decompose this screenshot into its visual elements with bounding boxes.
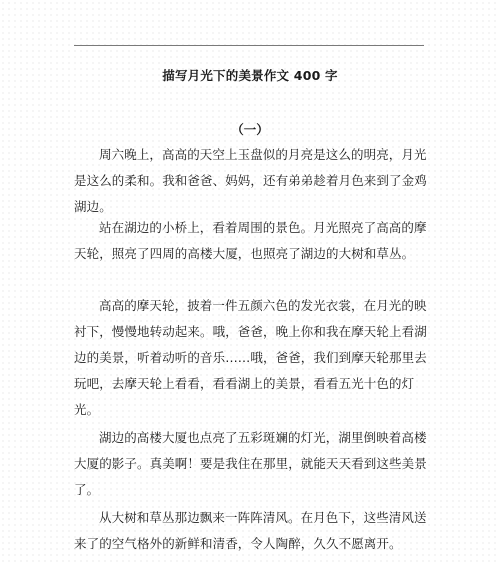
document-title: 描写月光下的美景作文 400 字 xyxy=(162,68,338,83)
section-heading: （一） xyxy=(231,122,269,137)
paragraph-2: 站在湖边的小桥上，看着周围的景色。月光照亮了高高的摩天轮，照亮了四周的高楼大厦，也照亮了湖边的大树和草丛。 xyxy=(74,220,427,261)
paragraph-5: 从大树和草丛那边飘来一阵阵清风。在月色下，这些清风送来了的空气格外的新鲜和清香，令人陶醉，久久不愿离开。 xyxy=(74,510,427,551)
paragraph-1: 周六晚上，高高的天空上玉盘似的月亮是这么的明亮，月光是这么的柔和。我和爸爸、妈妈，还有弟弟趁着月色来到了金鸡湖边。 xyxy=(74,147,427,214)
paragraph-4: 湖边的高楼大厦也点亮了五彩斑斓的灯光，湖里倒映着高楼大厦的影子。真美啊！要是我住在那里，就能天天看到这些美景了。 xyxy=(74,430,427,497)
header-rule xyxy=(74,45,424,46)
paragraph-3: 高高的摩天轮，披着一件五颜六色的发光衣裳，在月光的映衬下，慢慢地转动起来。哦，爸爸，晚上你和我在摩天轮上看湖边的美景，听着动听的音乐……哦，爸爸，我们到摩天轮那里去玩吧，去摩天轮上看看，看看湖上的美景，看看五光十色的灯光。 xyxy=(74,298,427,417)
